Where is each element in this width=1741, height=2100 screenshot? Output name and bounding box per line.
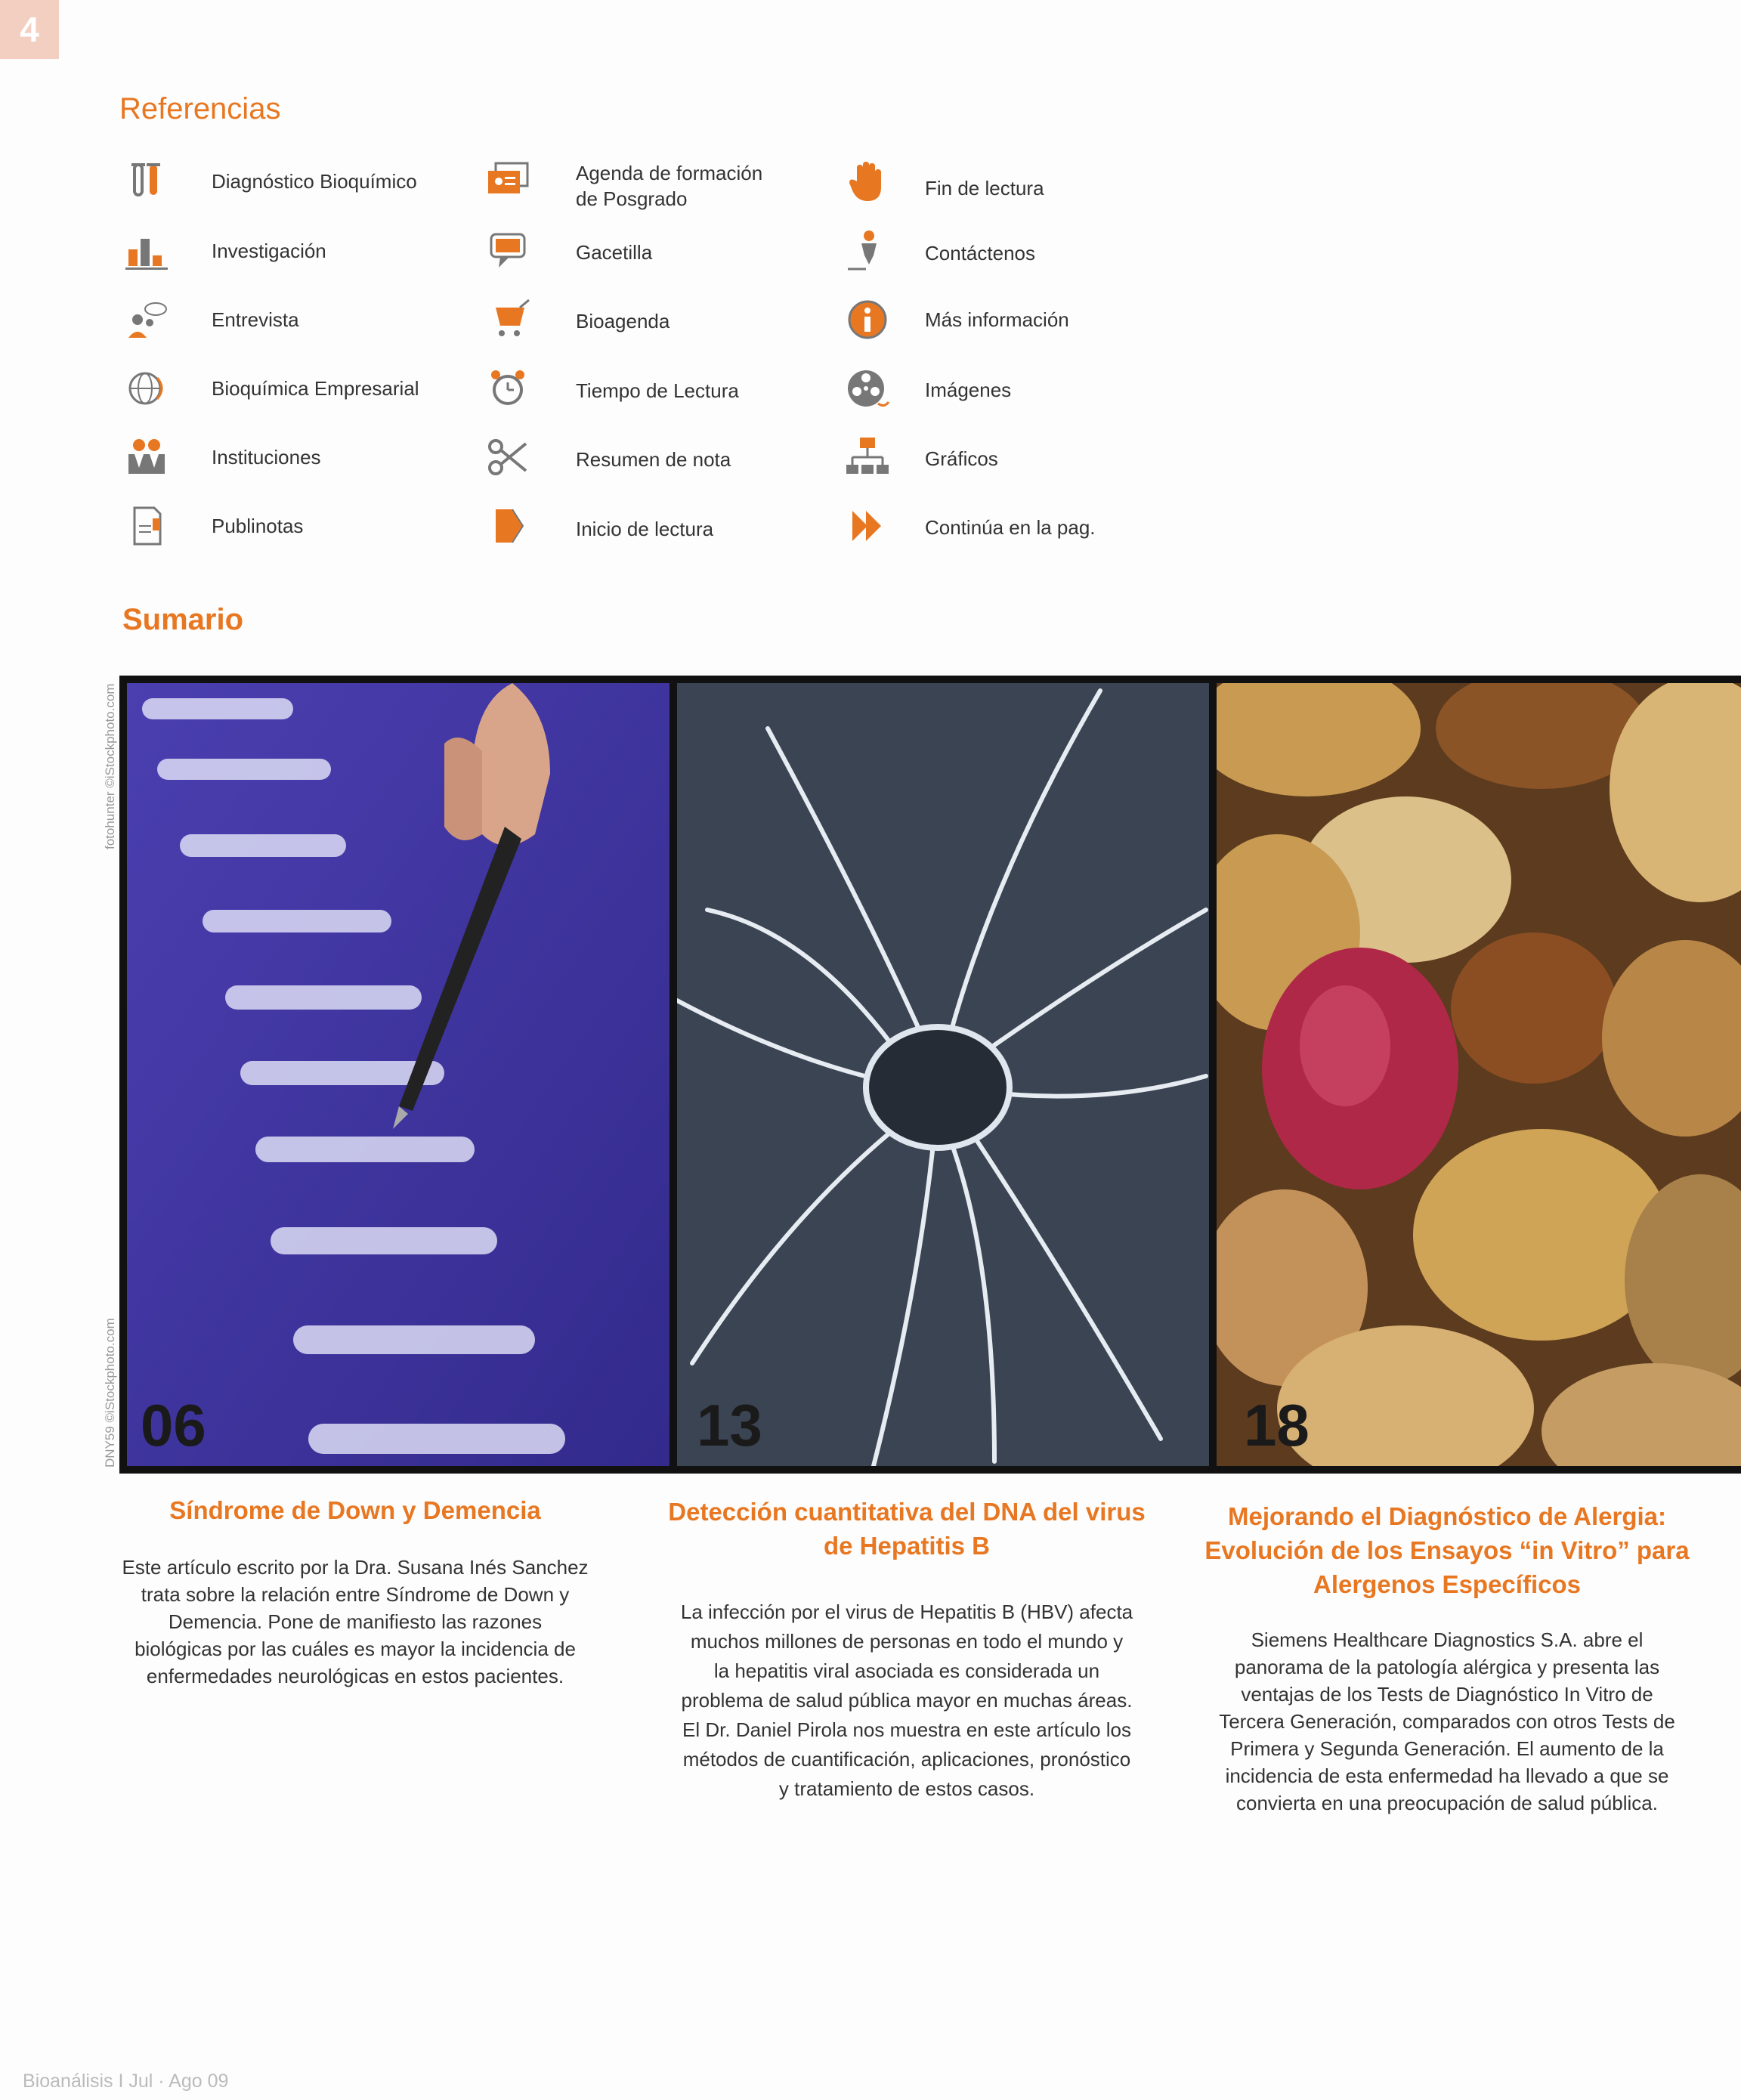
ref-label-bioagenda: Bioagenda	[576, 310, 670, 332]
org-chart-icon	[843, 433, 892, 481]
article-2-summary: La infección por el virus de Hepatitis B (HBV) afecta muchos millones de personas en todo el mundo y la hepatitis viral asociada es considerada un problema de salud pública mayor en muchas áreas. El Dr. Daniel Pirola nos muestra en este artículo los métodos de cuantificación, aplicaciones, pronóstico y tratamiento de estos casos.	[680, 1601, 1133, 1800]
article-1-page-number: 06	[141, 1392, 206, 1458]
sumario-title: Sumario	[122, 603, 244, 636]
tag-arrow-icon	[484, 502, 532, 550]
ref-label-contactenos: Contáctenos	[925, 242, 1035, 264]
cart-icon	[484, 295, 532, 344]
referencias-title: Referencias	[119, 92, 281, 125]
scissors-icon	[484, 433, 532, 481]
ref-item-bioagenda	[484, 288, 532, 351]
globe-icon	[122, 364, 171, 413]
alarm-clock-icon	[484, 364, 532, 413]
ref-label-publinotas: Publinotas	[212, 515, 304, 537]
ref-label-investigacion: Investigación	[212, 240, 326, 262]
virus-image	[677, 683, 1209, 1466]
ref-item-entrevista	[122, 288, 171, 351]
article-2-page-number: 13	[697, 1392, 762, 1458]
ref-label-agenda: Agenda de formación de Posgrado	[576, 162, 763, 210]
ref-item-imagenes	[843, 357, 892, 420]
ref-item-bioquimica	[122, 357, 171, 420]
ref-item-resumen	[484, 425, 532, 489]
ref-label-mas-informacion: Más información	[925, 308, 1069, 331]
ref-item-fin	[843, 150, 892, 213]
ref-label-diagnostico: Diagnóstico Bioquímico	[212, 170, 417, 193]
pen-nib-icon	[843, 227, 892, 275]
photo-credit-1: fotohunter ©iStockphoto.com	[103, 683, 117, 849]
article-1-title[interactable]: Síndrome de Down y Demencia	[169, 1496, 541, 1524]
ref-item-instituciones	[122, 425, 171, 489]
ref-label-imagenes: Imágenes	[925, 379, 1012, 401]
ref-item-mas-informacion	[843, 288, 892, 351]
ref-label-continua: Continúa en la pag.	[925, 516, 1096, 539]
ref-item-diagnostico	[122, 150, 171, 213]
people-icon	[122, 433, 171, 481]
film-reel-icon	[843, 364, 892, 413]
article-1-summary: Este artículo escrito por la Dra. Susana Inés Sanchez trata sobre la relación entre Síndrome de Down y Demencia. Pone de manifiesto las razones biológicas por las cuáles es mayor la incidencia de enfermedades neurológicas en estos pacientes.	[122, 1556, 589, 1687]
ref-item-inicio	[484, 494, 532, 558]
article-3-summary: Siemens Healthcare Diagnostics S.A. abre el panorama de la patología alérgica y presenta las ventajas de los Tests de Diagnóstico In Vitro de Tercera Generación, comparados con otros Tests de Primera y Segunda Generación. El aumento de la incidencia de esta enfermedad ha llevado a que se convierta en una preocupación de salud pública.	[1219, 1628, 1675, 1814]
ref-label-entrevista: Entrevista	[212, 308, 299, 331]
info-icon	[843, 295, 892, 344]
ref-label-gacetilla: Gacetilla	[576, 241, 653, 264]
ref-item-graficos	[843, 425, 892, 489]
article-2-title[interactable]: Detección cuantitativa del DNA del virus de Hepatitis B	[668, 1498, 1146, 1560]
bar-chart-icon	[122, 227, 171, 275]
document-icon	[122, 502, 171, 550]
speech-bubble-icon	[484, 227, 532, 275]
ref-label-resumen: Resumen de nota	[576, 448, 731, 471]
article-3-page-number: 18	[1244, 1392, 1310, 1458]
ref-label-graficos: Gráficos	[925, 447, 998, 470]
double-arrow-icon	[843, 502, 892, 550]
photo-credit-2: DNY59 ©iStockphoto.com	[103, 1318, 117, 1468]
ref-item-publinotas	[122, 494, 171, 558]
nuts-image	[1217, 683, 1741, 1466]
sumario-photo-strip	[119, 676, 1741, 1474]
article-3-title[interactable]: Mejorando el Diagnóstico de Alergia: Evolución de los Ensayos “in Vitro” para Alergenos Específicos	[1204, 1502, 1690, 1598]
ref-label-fin: Fin de lectura	[925, 177, 1044, 199]
ref-item-gacetilla	[484, 219, 532, 283]
ref-item-agenda	[484, 150, 532, 213]
interview-icon	[122, 295, 171, 344]
ref-item-investigacion	[122, 219, 171, 283]
ref-item-contactenos	[843, 219, 892, 283]
ref-label-inicio: Inicio de lectura	[576, 518, 714, 540]
ref-label-bioquimica: Bioquímica Empresarial	[212, 377, 419, 400]
ref-label-tiempo: Tiempo de Lectura	[576, 379, 739, 402]
page-number: 4	[0, 0, 59, 59]
test-tubes-icon	[122, 157, 171, 206]
ref-label-instituciones: Instituciones	[212, 446, 321, 469]
footer: Bioanálisis I Jul · Ago 09	[23, 2071, 229, 2092]
hand-icon	[843, 157, 892, 206]
chromosome-image	[127, 683, 669, 1466]
ref-item-tiempo	[484, 357, 532, 420]
presentation-icon	[484, 157, 532, 206]
ref-item-continua	[843, 494, 892, 558]
